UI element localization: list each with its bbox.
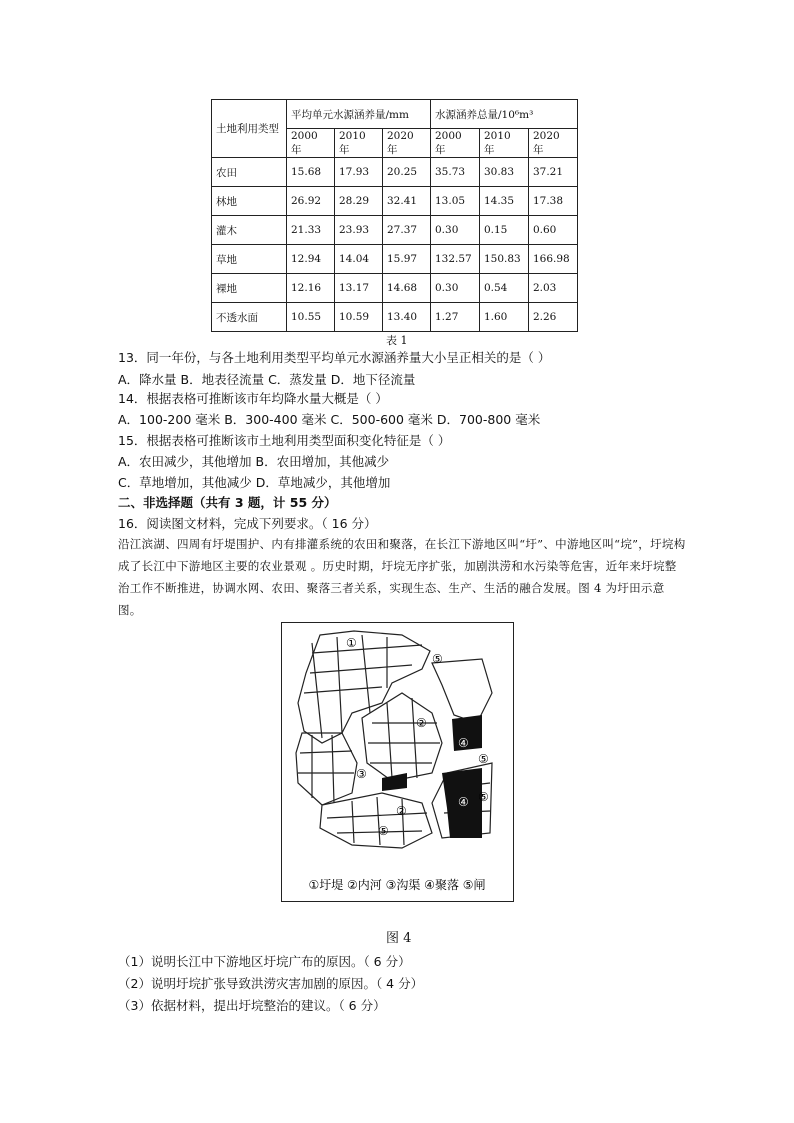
cell: 166.98 <box>528 245 577 274</box>
group2-header: 水源涵养总量/10⁶m³ <box>431 100 578 129</box>
year-header: 2000 年 <box>431 129 480 158</box>
cell: 0.54 <box>479 274 528 303</box>
cell: 26.92 <box>287 187 335 216</box>
cell: 2.26 <box>528 303 577 332</box>
land-type: 不透水面 <box>212 303 287 332</box>
map-label-5: ⑤ <box>478 790 489 804</box>
cell: 13.17 <box>335 274 383 303</box>
cell: 0.60 <box>528 216 577 245</box>
land-type: 草地 <box>212 245 287 274</box>
table-row <box>212 216 578 245</box>
cell: 17.38 <box>528 187 577 216</box>
table-row <box>212 303 578 332</box>
table-row <box>212 158 578 187</box>
map-label-2: ② <box>416 716 427 730</box>
group1-header: 平均单元水源涵养量/mm <box>287 100 431 129</box>
map-label-5: ⑤ <box>378 824 389 838</box>
cell: 0.30 <box>431 274 480 303</box>
question-15-options-ab: A．农田减少，其他增加 B．农田增加，其他减少 <box>118 454 390 469</box>
question-14: 14．根据表格可推断该市年均降水量大概是（ ） <box>118 391 388 406</box>
polder-map <box>281 622 514 902</box>
cell: 12.16 <box>287 274 335 303</box>
year-header: 2000 年 <box>287 129 335 158</box>
map-label-5: ⑤ <box>478 752 489 766</box>
land-type: 农田 <box>212 158 287 187</box>
water-conservation-table <box>211 99 578 332</box>
table-row <box>212 187 578 216</box>
map-label-2: ② <box>396 804 407 818</box>
cell: 37.21 <box>528 158 577 187</box>
map-label-4: ④ <box>458 736 469 750</box>
question-15-options-cd: C．草地增加，其他减少 D．草地减少，其他增加 <box>118 475 391 490</box>
map-legend: ①圩堤 ②内河 ③沟渠 ④聚落 ⑤闸 <box>308 878 486 892</box>
map-label-5: ⑤ <box>432 652 443 666</box>
land-type: 裸地 <box>212 274 287 303</box>
cell: 14.04 <box>335 245 383 274</box>
map-label-3: ③ <box>356 767 367 781</box>
cell: 21.33 <box>287 216 335 245</box>
sub-question-3: （3）依据材料，提出圩垸整治的建议。（ 6 分） <box>118 998 386 1013</box>
cell: 35.73 <box>431 158 480 187</box>
cell: 23.93 <box>335 216 383 245</box>
year-header: 2010 年 <box>479 129 528 158</box>
sub-question-2: （2）说明圩垸扩张导致洪涝灾害加剧的原因。（ 4 分） <box>118 976 424 991</box>
cell: 32.41 <box>383 187 431 216</box>
table-caption: 表 1 <box>386 334 408 347</box>
cell: 132.57 <box>431 245 480 274</box>
sub-question-1: （1）说明长江中下游地区圩垸广布的原因。（ 6 分） <box>118 954 411 969</box>
table-row <box>212 245 578 274</box>
cell: 14.68 <box>383 274 431 303</box>
cell: 12.94 <box>287 245 335 274</box>
polder-diagram <box>282 623 512 900</box>
year-header: 2020 年 <box>528 129 577 158</box>
cell: 10.55 <box>287 303 335 332</box>
cell: 30.83 <box>479 158 528 187</box>
cell: 15.97 <box>383 245 431 274</box>
cell: 1.60 <box>479 303 528 332</box>
map-label-1: ① <box>346 636 357 650</box>
cell: 13.05 <box>431 187 480 216</box>
figure-label: 图 4 <box>386 931 412 946</box>
cell: 2.03 <box>528 274 577 303</box>
question-15: 15．根据表格可推断该市土地利用类型面积变化特征是（ ） <box>118 433 451 448</box>
cell: 0.15 <box>479 216 528 245</box>
row-header: 土地利用类型 <box>212 100 287 158</box>
cell: 28.29 <box>335 187 383 216</box>
year-header: 2010 年 <box>335 129 383 158</box>
cell: 17.93 <box>335 158 383 187</box>
cell: 10.59 <box>335 303 383 332</box>
question-14-options: A．100-200 毫米 B．300-400 毫米 C．500-600 毫米 D．700-800 毫米 <box>118 412 541 427</box>
cell: 0.30 <box>431 216 480 245</box>
map-label-4: ④ <box>458 795 469 809</box>
question-13: 13．同一年份，与各土地利用类型平均单元水源涵养量大小呈正相关的是（ ） <box>118 350 551 365</box>
cell: 20.25 <box>383 158 431 187</box>
land-type: 灌木 <box>212 216 287 245</box>
cell: 15.68 <box>287 158 335 187</box>
section-heading: 二、非选择题（共有 3 题，计 55 分） <box>118 495 337 510</box>
cell: 13.40 <box>383 303 431 332</box>
cell: 150.83 <box>479 245 528 274</box>
question-16-stem: 16．阅读图文材料，完成下列要求。（ 16 分） <box>118 516 377 531</box>
cell: 14.35 <box>479 187 528 216</box>
question-13-options: A．降水量 B．地表径流量 C．蒸发量 D．地下径流量 <box>118 372 416 387</box>
cell: 1.27 <box>431 303 480 332</box>
year-header: 2020 年 <box>383 129 431 158</box>
table-row <box>212 274 578 303</box>
land-type: 林地 <box>212 187 287 216</box>
cell: 27.37 <box>383 216 431 245</box>
question-16-material: 沿江滨湖、四周有圩堤围护、内有排灌系统的农田和聚落，在长江下游地区叫“圩”、中游地区叫“垸”，圩垸构成了长江中下游地区主要的农业景观 。历史时期，圩垸无序扩张，加剧洪涝和水污染等危害，近年来圩垸整治工作不断推进，协调水网、农田、聚落三者关系，实现生态、生产、生活的融合发展。图 4 为圩田示意图。 <box>118 537 686 617</box>
